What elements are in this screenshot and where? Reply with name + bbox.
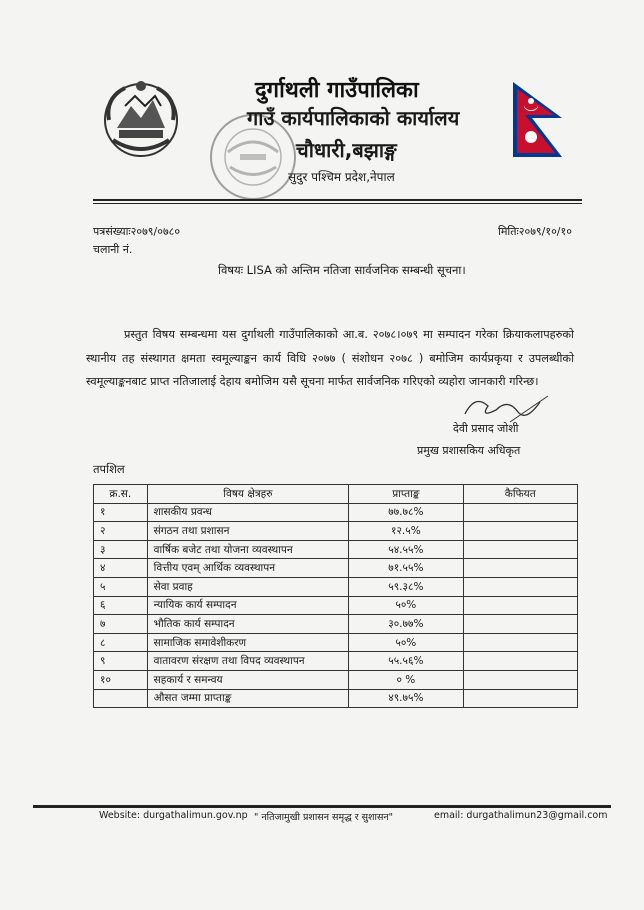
table-row bbox=[94, 633, 578, 652]
table-row bbox=[94, 652, 578, 671]
table-row bbox=[94, 615, 578, 634]
row-area: न्यायिक कार्य सम्पादन bbox=[147, 596, 348, 615]
letter-body-text: प्रस्तुत विषय सम्बन्धमा यस दुर्गाथली गाउँपालिकाको आ.ब. २०७८।०७९ मा सम्पादन गरेका क्रियाकलापहरुको स्थानीय तह संस्थागत क्षमता स्वमूल्याङ्कन कार्य विधि २०७७ ( संशोधन २०७८ ) बमोजिम कार्यप्रकृया र उपलब्धीको स्वमूल्याङ्कनबाट प्राप्त नतिजालाई देहाय बमोजिम यसै सूचना मार्फत सार्वजनिक गरिएको व्यहोरा जानकारी गरिन्छ। bbox=[86, 328, 574, 388]
row-area: सामाजिक समावेशीकरण bbox=[147, 633, 348, 652]
row-serial: ६ bbox=[94, 596, 148, 615]
row-serial: २ bbox=[94, 522, 148, 541]
nepal-flag-icon bbox=[510, 80, 566, 160]
row-area: सेवा प्रवाह bbox=[147, 577, 348, 596]
row-serial: ४ bbox=[94, 559, 148, 578]
row-remark bbox=[463, 633, 577, 652]
row-serial: ५ bbox=[94, 577, 148, 596]
total-serial bbox=[94, 689, 148, 708]
office-province: सुदुर पश्चिम प्रदेश,नेपाल bbox=[288, 170, 395, 184]
table-row bbox=[94, 522, 578, 541]
footer-email: email: durgathalimun23@gmail.com bbox=[434, 810, 608, 821]
dispatch-number: चलानी नं. bbox=[93, 243, 133, 256]
table-header-row bbox=[94, 485, 578, 504]
table-row bbox=[94, 559, 578, 578]
row-score: ३०.७७% bbox=[349, 615, 463, 634]
row-remark bbox=[463, 559, 577, 578]
row-serial: ३ bbox=[94, 540, 148, 559]
table-row bbox=[94, 670, 578, 689]
row-score: ७७.७८% bbox=[349, 503, 463, 522]
row-area: सहकार्य र समन्वय bbox=[147, 670, 348, 689]
row-serial: ९ bbox=[94, 652, 148, 671]
table-row bbox=[94, 577, 578, 596]
row-score: १२.५% bbox=[349, 522, 463, 541]
footer-website: Website: durgathalimun.gov.np bbox=[99, 810, 248, 821]
header-rule-top bbox=[93, 199, 582, 201]
total-label: औसत जम्मा प्राप्ताङ्क bbox=[147, 689, 348, 708]
row-area: भौतिक कार्य सम्पादन bbox=[147, 615, 348, 634]
table-row bbox=[94, 596, 578, 615]
row-area: वार्षिक बजेट तथा योजना व्यवस्थापन bbox=[147, 540, 348, 559]
row-score: ५०% bbox=[349, 633, 463, 652]
row-remark bbox=[463, 522, 577, 541]
reference-number: पत्रसंख्याः२०७९/०७८० bbox=[93, 225, 181, 238]
footer-rule bbox=[33, 805, 611, 808]
header-score: प्राप्ताङ्क bbox=[349, 485, 463, 504]
row-score: ० % bbox=[349, 670, 463, 689]
office-location: चौधारी,बझाङ्ग bbox=[296, 138, 397, 162]
row-remark bbox=[463, 670, 577, 689]
row-score: ७१.५५% bbox=[349, 559, 463, 578]
row-area: वित्तीय एवम् आर्थिक व्यवस्थापन bbox=[147, 559, 348, 578]
signer-title: प्रमुख प्रशासकिय अधिकृत bbox=[417, 444, 521, 457]
row-area: वातावरण संरक्षण तथा विपद व्यवस्थापन bbox=[147, 652, 348, 671]
table-total-row bbox=[94, 689, 578, 708]
row-remark bbox=[463, 615, 577, 634]
row-remark bbox=[463, 540, 577, 559]
row-score: ५९.३८% bbox=[349, 577, 463, 596]
office-name: गाउँ कार्यपालिकाको कार्यालय bbox=[247, 106, 460, 130]
letter-date: मितिः२०७९/१०/१० bbox=[498, 225, 572, 238]
header-remark: कैफियत bbox=[463, 485, 577, 504]
header-serial: क्र.स. bbox=[94, 485, 148, 504]
table-row bbox=[94, 503, 578, 522]
scores-table bbox=[93, 484, 578, 708]
letter-subject: विषयः LISA को अन्तिम नतिजा सार्वजनिक सम्बन्धी सूचना। bbox=[218, 263, 466, 277]
row-remark bbox=[463, 503, 577, 522]
row-score: ५४.५५% bbox=[349, 540, 463, 559]
total-remark bbox=[463, 689, 577, 708]
municipality-name: दुर्गाथली गाउँपालिका bbox=[255, 78, 419, 103]
header-area: विषय क्षेत्रहरु bbox=[147, 485, 348, 504]
letter-body bbox=[86, 323, 574, 394]
row-remark bbox=[463, 652, 577, 671]
header-rule-bottom bbox=[93, 203, 582, 204]
row-score: ५५.५६% bbox=[349, 652, 463, 671]
table-caption: तपशिल bbox=[93, 462, 125, 476]
row-serial: १ bbox=[94, 503, 148, 522]
row-serial: ८ bbox=[94, 633, 148, 652]
row-serial: १० bbox=[94, 670, 148, 689]
nepal-emblem-icon bbox=[95, 78, 187, 160]
row-area: शासकीय प्रवन्ध bbox=[147, 503, 348, 522]
table-row bbox=[94, 540, 578, 559]
total-score: ४९.७५% bbox=[349, 689, 463, 708]
row-score: ५०% bbox=[349, 596, 463, 615]
row-remark bbox=[463, 596, 577, 615]
signer-name: देवी प्रसाद जोशी bbox=[453, 422, 519, 435]
row-remark bbox=[463, 577, 577, 596]
footer-slogan: " नतिजामुखी प्रशासन समृद्ध र सुशासन" bbox=[254, 812, 394, 823]
row-serial: ७ bbox=[94, 615, 148, 634]
row-area: संगठन तथा प्रशासन bbox=[147, 522, 348, 541]
